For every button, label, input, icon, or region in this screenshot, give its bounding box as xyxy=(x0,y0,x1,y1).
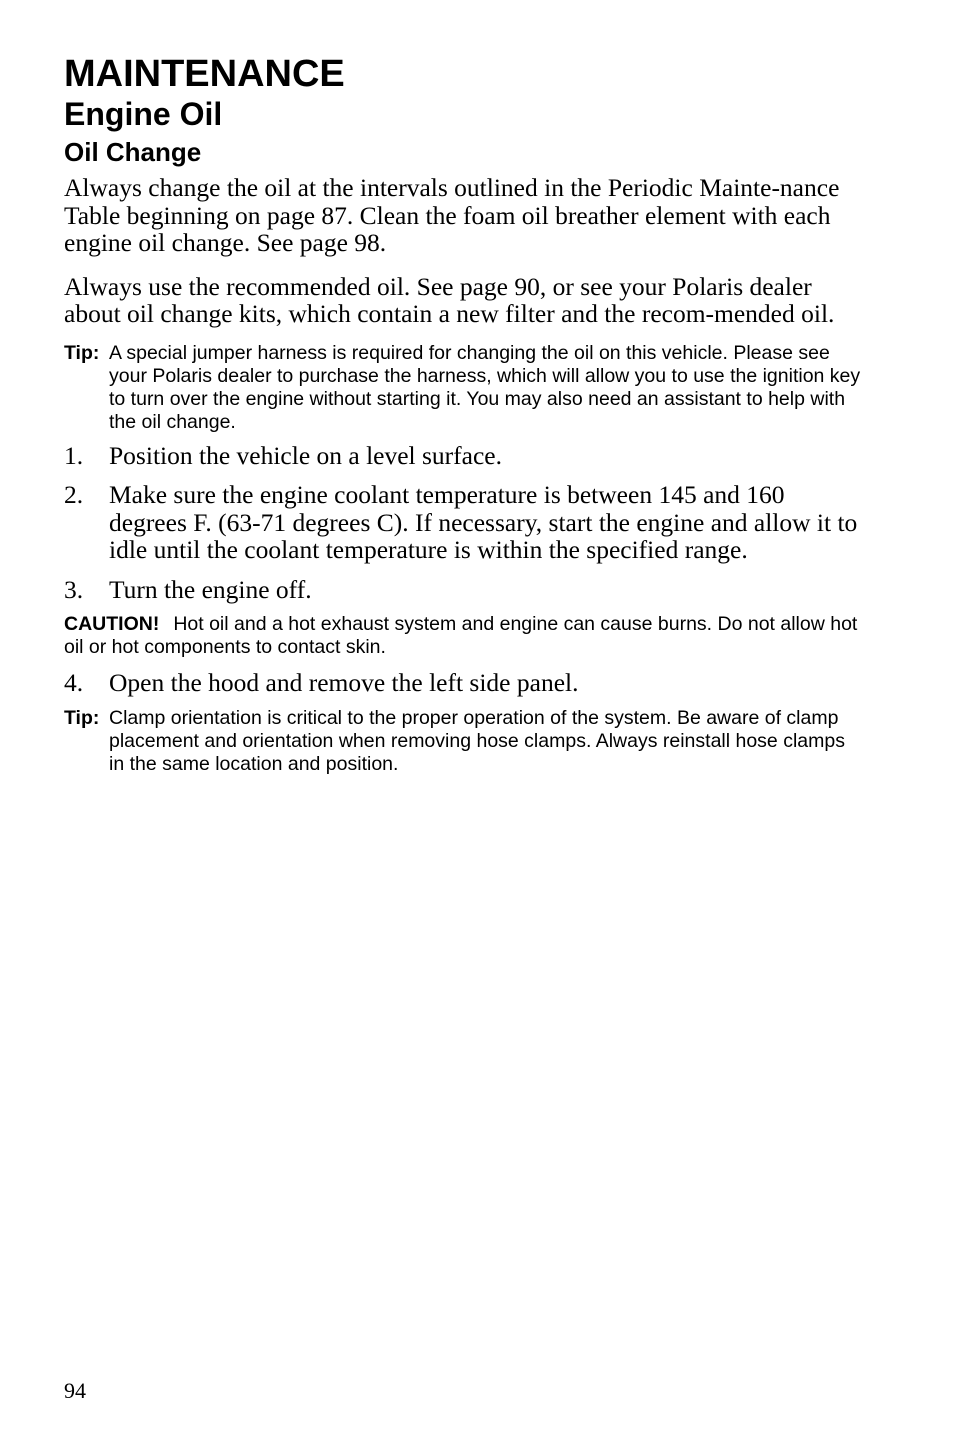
page-content xyxy=(64,52,864,784)
caution-label: CAUTION! xyxy=(64,613,160,635)
oil-paragraph: Always use the recommended oil. See page 90, or see your Polaris dealer about oil change kits, which contain a new filter and the recom-mended oil. xyxy=(64,271,835,328)
step-item xyxy=(64,481,864,564)
subtopic-title: Oil Change xyxy=(64,137,202,167)
tip-note-clamps xyxy=(64,707,864,776)
tip-label: Tip: xyxy=(64,341,100,364)
step-text: Position the vehicle on a level surface. xyxy=(109,440,502,470)
intro-paragraph: Always change the oil at the intervals outlined in the Periodic Mainte-nance Table beginning on page 87. Clean the foam oil breather element with each engine oil change. See page 98. xyxy=(64,173,840,257)
topic-title: Engine Oil xyxy=(64,96,223,132)
step-item xyxy=(64,669,864,697)
step-item xyxy=(64,442,864,470)
tip-text: Clamp orientation is critical to the proper operation of the system. Be aware of clamp placement and orientation when removing hose clamps. Always reinstall hose clamps in the same location and position. xyxy=(109,706,845,775)
step-number: 4. xyxy=(64,668,84,697)
caution-text: Hot oil and a hot exhaust system and engine can cause burns. Do not allow hot oil or hot components to contact skin. xyxy=(64,613,858,658)
step-number: 1. xyxy=(64,440,84,470)
tip-label: Tip: xyxy=(64,706,100,729)
page-number: 94 xyxy=(64,1378,86,1403)
section-title: MAINTENANCE xyxy=(64,53,345,95)
tip-note-harness xyxy=(64,342,864,434)
step-item xyxy=(64,576,864,604)
step-number: 3. xyxy=(64,574,84,604)
step-text: Open the hood and remove the left side panel. xyxy=(109,668,579,697)
step-text: Make sure the engine coolant temperature is between 145 and 160 degrees F. (63-71 degrees C). If necessary, start the engine and allow it to idle until the coolant temperature is within the specified range. xyxy=(109,480,858,564)
step-text: Turn the engine off. xyxy=(109,574,312,604)
caution-note xyxy=(64,613,864,659)
tip-text: A special jumper harness is required for changing the oil on this vehicle. Please see your Polaris dealer to purchase the harness, which will allow you to use the ignition key to turn over the engine without starting it. You may also need an assistant to help with the oil change. xyxy=(109,341,861,433)
step-number: 2. xyxy=(64,480,84,509)
